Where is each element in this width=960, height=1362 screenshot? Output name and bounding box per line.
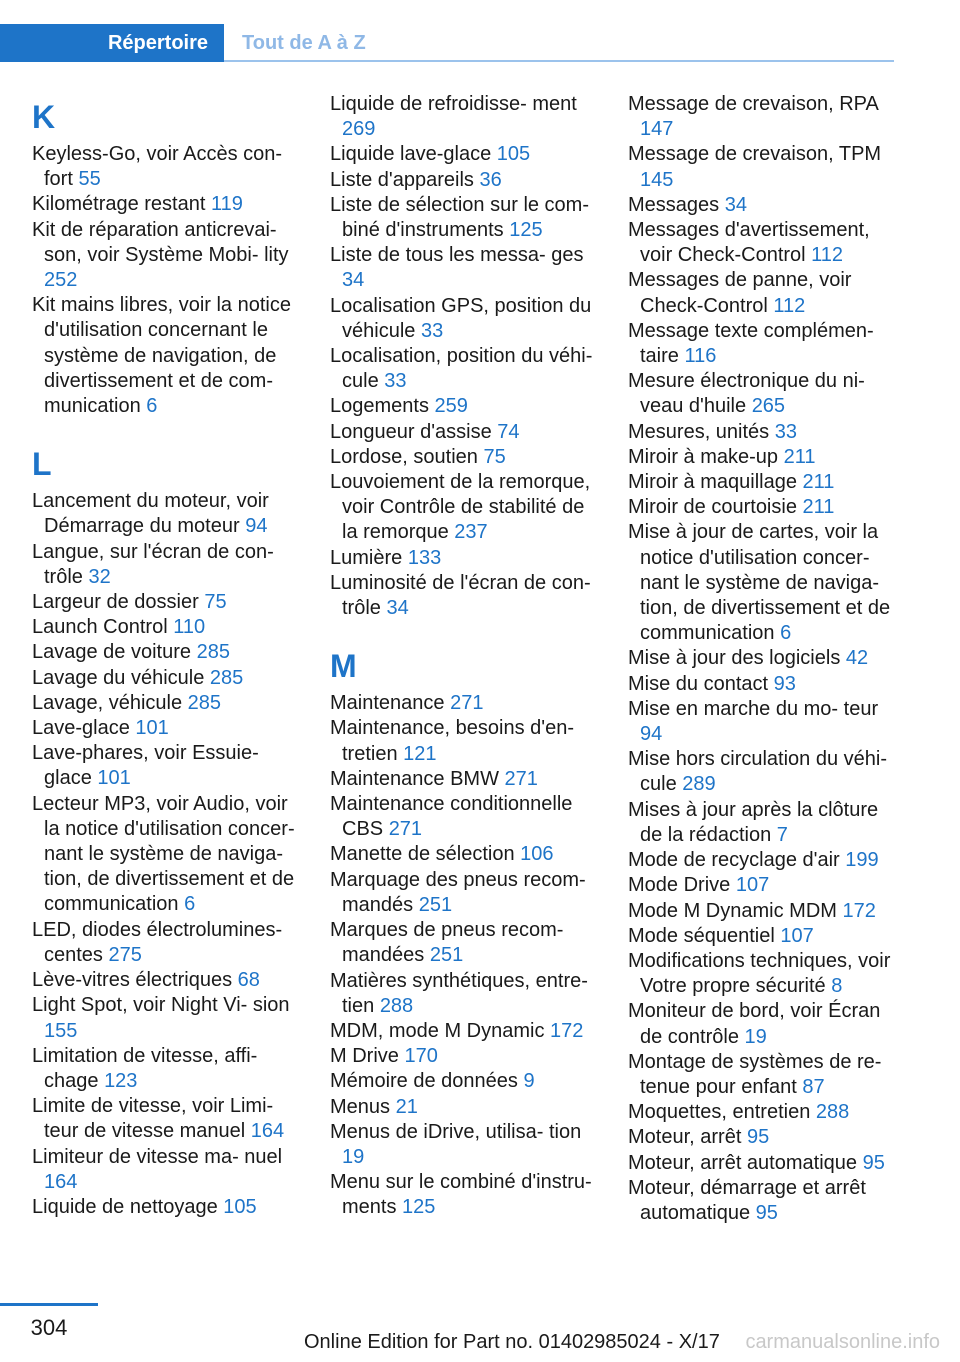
index-entry-term: Mise à jour de cartes, voir la notice d'utilisation concer‐ nant le système de naviga‐ tion, de divertissement et de communication [628, 521, 891, 645]
index-entry [32, 142, 302, 192]
index-entry-page-link[interactable]: 8 [831, 975, 843, 998]
index-entry-page-link[interactable]: 105 [223, 1195, 257, 1218]
index-column-1 [32, 92, 302, 1220]
index-entry-term: Limiteur de vitesse ma‐ nuel [32, 1145, 283, 1168]
index-entry-page-link[interactable]: 6 [184, 893, 196, 916]
index-entry-page-link[interactable]: 164 [250, 1120, 285, 1143]
index-entry-term: Liste de tous les messa‐ ges [330, 244, 584, 267]
section-letter: K [32, 99, 56, 135]
index-entry [628, 218, 900, 268]
index-entry [32, 640, 302, 665]
index-entry-term: Marquage des pneus recom‐ mandés [330, 868, 586, 916]
index-entry-term: Moteur, arrêt automatique [628, 1151, 858, 1174]
index-entry-page-link[interactable]: 112 [811, 244, 844, 267]
edition-note: Online Edition for Part no. 01402985024 - X/17 [304, 1331, 720, 1353]
index-entry [330, 1095, 600, 1120]
index-entry-page-link[interactable]: 33 [384, 370, 407, 393]
index-entry-term: Lumière [330, 546, 403, 569]
index-entry-term: M Drive [330, 1045, 399, 1068]
index-entry [330, 1019, 600, 1044]
index-entry-term: Lavage de voiture [32, 641, 192, 664]
index-entry-page-link[interactable]: 95 [862, 1151, 885, 1174]
index-entry-term: Moniteur de bord, voir Écran de contrôle [628, 1000, 881, 1048]
index-entry-page-link[interactable]: 105 [496, 143, 531, 166]
index-entry-page-link[interactable]: 101 [97, 767, 131, 790]
index-entry [628, 268, 900, 318]
index-entry [628, 520, 900, 646]
index-entry [330, 1069, 600, 1094]
index-entry-page-link[interactable]: 9 [523, 1070, 535, 1093]
index-entry [32, 489, 302, 539]
index-column-3 [628, 92, 900, 1226]
index-entry [330, 571, 600, 621]
index-entry [330, 918, 600, 968]
index-entry [628, 798, 900, 848]
index-entry-term: Mise du contact [628, 672, 769, 695]
index-entry-page-link[interactable]: 271 [504, 767, 538, 790]
index-entry-page-link[interactable]: 95 [746, 1126, 770, 1149]
index-entry-page-link[interactable]: 21 [395, 1095, 418, 1118]
index-entry-term: Limitation de vitesse, affi‐ chage [32, 1044, 258, 1092]
index-entry-term: Localisation, position du véhi‐ cule [330, 345, 593, 393]
index-entry-page-link[interactable]: 106 [520, 843, 554, 866]
index-entry-term: Lave-glace [32, 717, 130, 740]
index-entry-page-link[interactable]: 107 [780, 924, 814, 947]
index-entry [628, 1151, 900, 1176]
index-entry-term: Message texte complémen‐ taire [628, 319, 874, 368]
tab-repertoire[interactable]: Répertoire [0, 24, 224, 62]
index-entry-term: Maintenance [330, 692, 445, 715]
index-entry [628, 92, 900, 142]
index-entry-term: Keyless-Go, voir Accès con‐ fort [32, 143, 283, 191]
index-entry-page-link[interactable]: 252 [44, 269, 78, 292]
index-entry-term: Kit mains libres, voir la notice d'utilisation concernant le système de navigation, de divertissement et de com‐ munication [32, 294, 291, 418]
index-entry-page-link[interactable]: 74 [497, 420, 520, 443]
index-entry [330, 193, 600, 243]
index-entry-page-link[interactable]: 123 [104, 1069, 138, 1092]
tab-tout-de-a-a-z[interactable]: Tout de A à Z [242, 31, 366, 54]
index-entry [32, 968, 302, 993]
index-entry-term: Messages d'avertissement, voir Check-Control [628, 219, 870, 267]
index-entry-page-link[interactable]: 87 [802, 1075, 825, 1098]
page-number: 304 [30, 1315, 68, 1340]
index-entry-term: Menu sur le combiné d'instru‐ ments [330, 1171, 592, 1219]
index-entry-page-link[interactable]: 275 [108, 943, 142, 966]
index-entry-page-link[interactable]: 33 [420, 319, 444, 342]
index-entry-term: Louvoiement de la remorque, voir Contrôle de stabilité de la remorque [330, 471, 591, 544]
index-entry-term: Miroir de courtoisie [628, 496, 797, 519]
index-entry [330, 792, 600, 842]
index-entry-page-link[interactable]: 110 [173, 616, 206, 639]
index-entry [628, 142, 900, 192]
index-entry [330, 716, 600, 766]
index-entry-term: Longueur d'assise [330, 420, 492, 443]
index-entry-page-link[interactable]: 19 [744, 1025, 767, 1048]
index-entry-term: Liquide de nettoyage [32, 1195, 218, 1218]
index-entry-term: MDM, mode M Dynamic [330, 1019, 545, 1042]
index-entry-term: Liquide de refroidisse‐ ment [330, 93, 577, 115]
index-entry [628, 924, 900, 949]
index-entry-page-link[interactable]: 75 [483, 445, 506, 468]
index-entry [32, 1145, 302, 1195]
index-entry-term: Mise en marche du mo‐ teur [628, 697, 879, 720]
index-entry-term: Miroir à make-up [628, 445, 779, 468]
index-entry [32, 918, 302, 968]
index-entry-term: Logements [330, 395, 429, 418]
index-entry-page-link[interactable]: 147 [640, 118, 674, 141]
index-entry-page-link[interactable]: 34 [386, 597, 409, 620]
index-entry-page-link[interactable]: 34 [342, 269, 365, 292]
index-entry-page-link[interactable]: 112 [773, 294, 806, 317]
index-entry-page-link[interactable]: 211 [783, 445, 816, 468]
index-entry-page-link[interactable]: 75 [204, 591, 227, 614]
index-entry [628, 848, 900, 873]
index-entry-page-link[interactable]: 155 [44, 1019, 78, 1042]
index-entry-page-link[interactable]: 145 [640, 168, 674, 191]
index-entry [330, 969, 600, 1019]
header-divider [224, 60, 894, 62]
index-entry-page-link[interactable]: 7 [776, 823, 788, 846]
index-entry-page-link[interactable]: 199 [845, 849, 879, 872]
index-entry-term: Langue, sur l'écran de con‐ trôle [32, 540, 274, 588]
index-entry [32, 293, 302, 419]
index-entry-term: Montage de systèmes de re‐ tenue pour enfant [628, 1050, 882, 1098]
index-entry-term: Mode de recyclage d'air [628, 849, 840, 872]
index-entry-term: Matières synthétiques, entre‐ tien [330, 969, 588, 1017]
index-entry-page-link[interactable]: 269 [342, 118, 376, 141]
index-entry-term: Moquettes, entretien [628, 1101, 811, 1124]
index-entry [32, 741, 302, 791]
index-entry-term: Lecteur MP3, voir Audio, voir la notice d'utilisation concer‐ nant le système de naviga‐ tion, de divertissement et de communication [32, 792, 295, 916]
index-entry [330, 1120, 600, 1170]
section-letter: M [330, 648, 357, 685]
index-entry-page-link[interactable]: 288 [379, 994, 414, 1017]
index-entry [628, 470, 900, 495]
index-entry-page-link[interactable]: 285 [196, 641, 230, 664]
index-entry-page-link[interactable]: 95 [755, 1201, 778, 1224]
index-entry-page-link[interactable]: 237 [454, 521, 488, 544]
index-entry-term: Mode M Dynamic MDM [628, 899, 837, 922]
index-entry-page-link[interactable]: 172 [842, 899, 876, 922]
index-entry-page-link[interactable]: 251 [418, 893, 453, 916]
index-entry [330, 470, 600, 546]
index-entry [628, 369, 900, 419]
index-entry [628, 420, 900, 445]
index-entry [628, 899, 900, 924]
index-entry-term: Kit de réparation anticrevai‐ son, voir Système Mobi‐ lity [32, 218, 289, 266]
index-entry-term: Luminosité de l'écran de con‐ trôle [330, 571, 591, 620]
index-entry-term: Lève-vitres électriques [32, 969, 233, 992]
index-entry-page-link[interactable]: 265 [751, 395, 786, 418]
index-entry [628, 1176, 900, 1226]
index-entry-term: Liste de sélection sur le com‐ biné d'instruments [330, 193, 590, 242]
index-entry-page-link[interactable]: 125 [509, 219, 543, 242]
index-entry-term: Lavage, véhicule [32, 691, 183, 714]
index-entry-page-link[interactable]: 285 [209, 666, 244, 689]
index-entry-page-link[interactable]: 251 [429, 944, 464, 967]
index-entry-term: Menus [330, 1095, 391, 1118]
index-entry-term: LED, diodes électrolumines‐ centes [32, 918, 283, 966]
index-entry-page-link[interactable]: 271 [388, 818, 423, 841]
index-entry-term: Mise hors circulation du véhi‐ cule [628, 748, 887, 796]
index-entry [32, 666, 302, 691]
index-entry-page-link[interactable]: 36 [479, 168, 502, 191]
index-entry [330, 294, 600, 344]
index-entry-term: Maintenance, besoins d'en‐ tretien [330, 717, 574, 765]
index-entry-term: Mode Drive [628, 874, 731, 897]
index-entry [32, 218, 302, 294]
index-entry-page-link[interactable]: 164 [44, 1170, 78, 1193]
index-entry [32, 192, 302, 217]
index-entry-term: Liquide lave-glace [330, 143, 492, 166]
index-entry-term: Mises à jour après la clôture de la rédaction [628, 798, 879, 846]
index-entry [32, 1094, 302, 1144]
index-entry-term: Largeur de dossier [32, 591, 199, 614]
index-entry [628, 747, 900, 797]
index-entry [628, 319, 900, 369]
index-entry [628, 1100, 900, 1125]
index-entry [628, 999, 900, 1049]
index-entry-page-link[interactable]: 289 [682, 773, 716, 796]
index-entry [330, 1044, 600, 1069]
index-entry-term: Limite de vitesse, voir Limi‐ teur de vitesse manuel [32, 1095, 274, 1143]
index-entry-term: Mise à jour des logiciels [628, 647, 841, 670]
index-entry-term: Modifications techniques, voir Votre propre sécurité [628, 949, 891, 998]
index-entry [32, 792, 302, 918]
index-entry-page-link[interactable]: 101 [135, 717, 169, 740]
index-entry-page-link[interactable]: 121 [403, 742, 437, 765]
index-entry [32, 716, 302, 741]
index-entry-page-link[interactable]: 211 [802, 496, 835, 519]
index-entry-page-link[interactable]: 94 [640, 723, 663, 746]
index-entry-page-link[interactable]: 33 [774, 420, 797, 443]
index-entry-page-link[interactable]: 34 [724, 193, 747, 216]
index-entry-term: Lancement du moteur, voir Démarrage du moteur [32, 490, 269, 538]
index-column-2 [330, 92, 600, 1221]
index-entry-term: Localisation GPS, position du véhicule [330, 294, 592, 342]
section-letter: L [32, 446, 52, 483]
index-entry-page-link[interactable]: 6 [780, 622, 792, 645]
index-entry [330, 868, 600, 918]
index-entry-term: Messages [628, 193, 720, 216]
index-entry [330, 546, 600, 571]
index-entry-term: Maintenance conditionnelle CBS [330, 793, 573, 841]
index-entry [32, 540, 302, 590]
index-entry [330, 142, 600, 167]
index-entry [628, 445, 900, 470]
index-entry-page-link[interactable]: 125 [402, 1196, 436, 1219]
index-entry-page-link[interactable]: 172 [550, 1019, 584, 1042]
index-entry-term: Lordose, soutien [330, 445, 478, 468]
index-entry-page-link[interactable]: 42 [845, 647, 869, 670]
index-entry-page-link[interactable]: 288 [815, 1101, 850, 1124]
index-entry [330, 691, 600, 716]
index-entry-term: Message de crevaison, TPM [628, 143, 882, 166]
index-entry [628, 1125, 900, 1150]
index-entry-page-link[interactable]: 32 [88, 565, 111, 588]
index-entry-page-link[interactable]: 55 [78, 168, 101, 191]
index-entry-term: Kilométrage restant [32, 193, 206, 216]
index-entry [330, 168, 600, 193]
index-entry-term: Manette de sélection [330, 843, 515, 866]
index-entry [32, 691, 302, 716]
index-entry [330, 243, 600, 293]
index-entry-term: Liste d'appareils [330, 168, 474, 191]
index-entry-term: Moteur, démarrage et arrêt automatique [628, 1176, 866, 1224]
index-entry-term: Menus de iDrive, utilisa‐ tion [330, 1120, 582, 1143]
index-entry-term: Mode séquentiel [628, 924, 775, 947]
index-entry-page-link[interactable]: 285 [187, 691, 222, 714]
index-entry-term: Miroir à maquillage [628, 471, 797, 494]
index-entry-term: Mémoire de données [330, 1070, 518, 1093]
index-entry-term: Message de crevaison, RPA [628, 93, 878, 115]
index-entry [628, 672, 900, 697]
index-entry-term: Lave-phares, voir Essuie- glace [32, 742, 259, 790]
index-entry-page-link[interactable]: 170 [404, 1045, 438, 1068]
index-entry [628, 495, 900, 520]
index-entry-term: Messages de panne, voir Check-Control [628, 269, 852, 317]
index-entry-page-link[interactable]: 271 [450, 692, 484, 715]
index-entry-page-link[interactable]: 116 [684, 345, 717, 368]
index-entry-term: Mesure électronique du ni‐ veau d'huile [628, 370, 865, 418]
index-entry [628, 1050, 900, 1100]
index-entry [628, 697, 900, 747]
index-entry-page-link[interactable]: 107 [735, 874, 770, 897]
index-entry-page-link[interactable]: 19 [342, 1145, 365, 1168]
index-entry [32, 993, 302, 1043]
index-entry-page-link[interactable]: 6 [146, 395, 158, 418]
index-entry [628, 193, 900, 218]
index-entry [330, 767, 600, 792]
index-entry-page-link[interactable]: 93 [773, 672, 796, 695]
index-entry [330, 1170, 600, 1220]
index-entry-term: Launch Control [32, 616, 168, 639]
index-entry-term: Moteur, arrêt [628, 1126, 742, 1149]
index-entry [330, 842, 600, 867]
index-entry [32, 1195, 302, 1220]
index-entry-page-link[interactable]: 119 [210, 193, 243, 216]
index-entry [330, 394, 600, 419]
index-entry [32, 1044, 302, 1094]
index-entry [628, 646, 900, 671]
index-entry [330, 344, 600, 394]
index-entry [32, 590, 302, 615]
index-entry [330, 420, 600, 445]
index-entry-page-link[interactable]: 133 [407, 546, 442, 569]
header-bar [0, 0, 960, 62]
index-entry-term: Marques de pneus recom‐ mandées [330, 919, 564, 967]
index-entry-page-link[interactable]: 259 [434, 395, 468, 418]
index-entry-page-link[interactable]: 68 [237, 969, 260, 992]
index-entry-page-link[interactable]: 211 [802, 471, 835, 494]
index-entry-term: Maintenance BMW [330, 767, 499, 790]
index-entry-term: Light Spot, voir Night Vi‐ sion [32, 994, 290, 1017]
index-entry [330, 445, 600, 470]
index-entry [32, 615, 302, 640]
watermark: carmanualsonline.info [745, 1331, 940, 1353]
index-entry [330, 92, 600, 142]
index-entry-page-link[interactable]: 94 [245, 515, 268, 538]
index-entry-term: Lavage du véhicule [32, 666, 205, 689]
footer-accent-line [0, 1303, 98, 1306]
index-entry [628, 949, 900, 999]
index-entry [628, 873, 900, 898]
index-entry-term: Mesures, unités [628, 420, 770, 443]
